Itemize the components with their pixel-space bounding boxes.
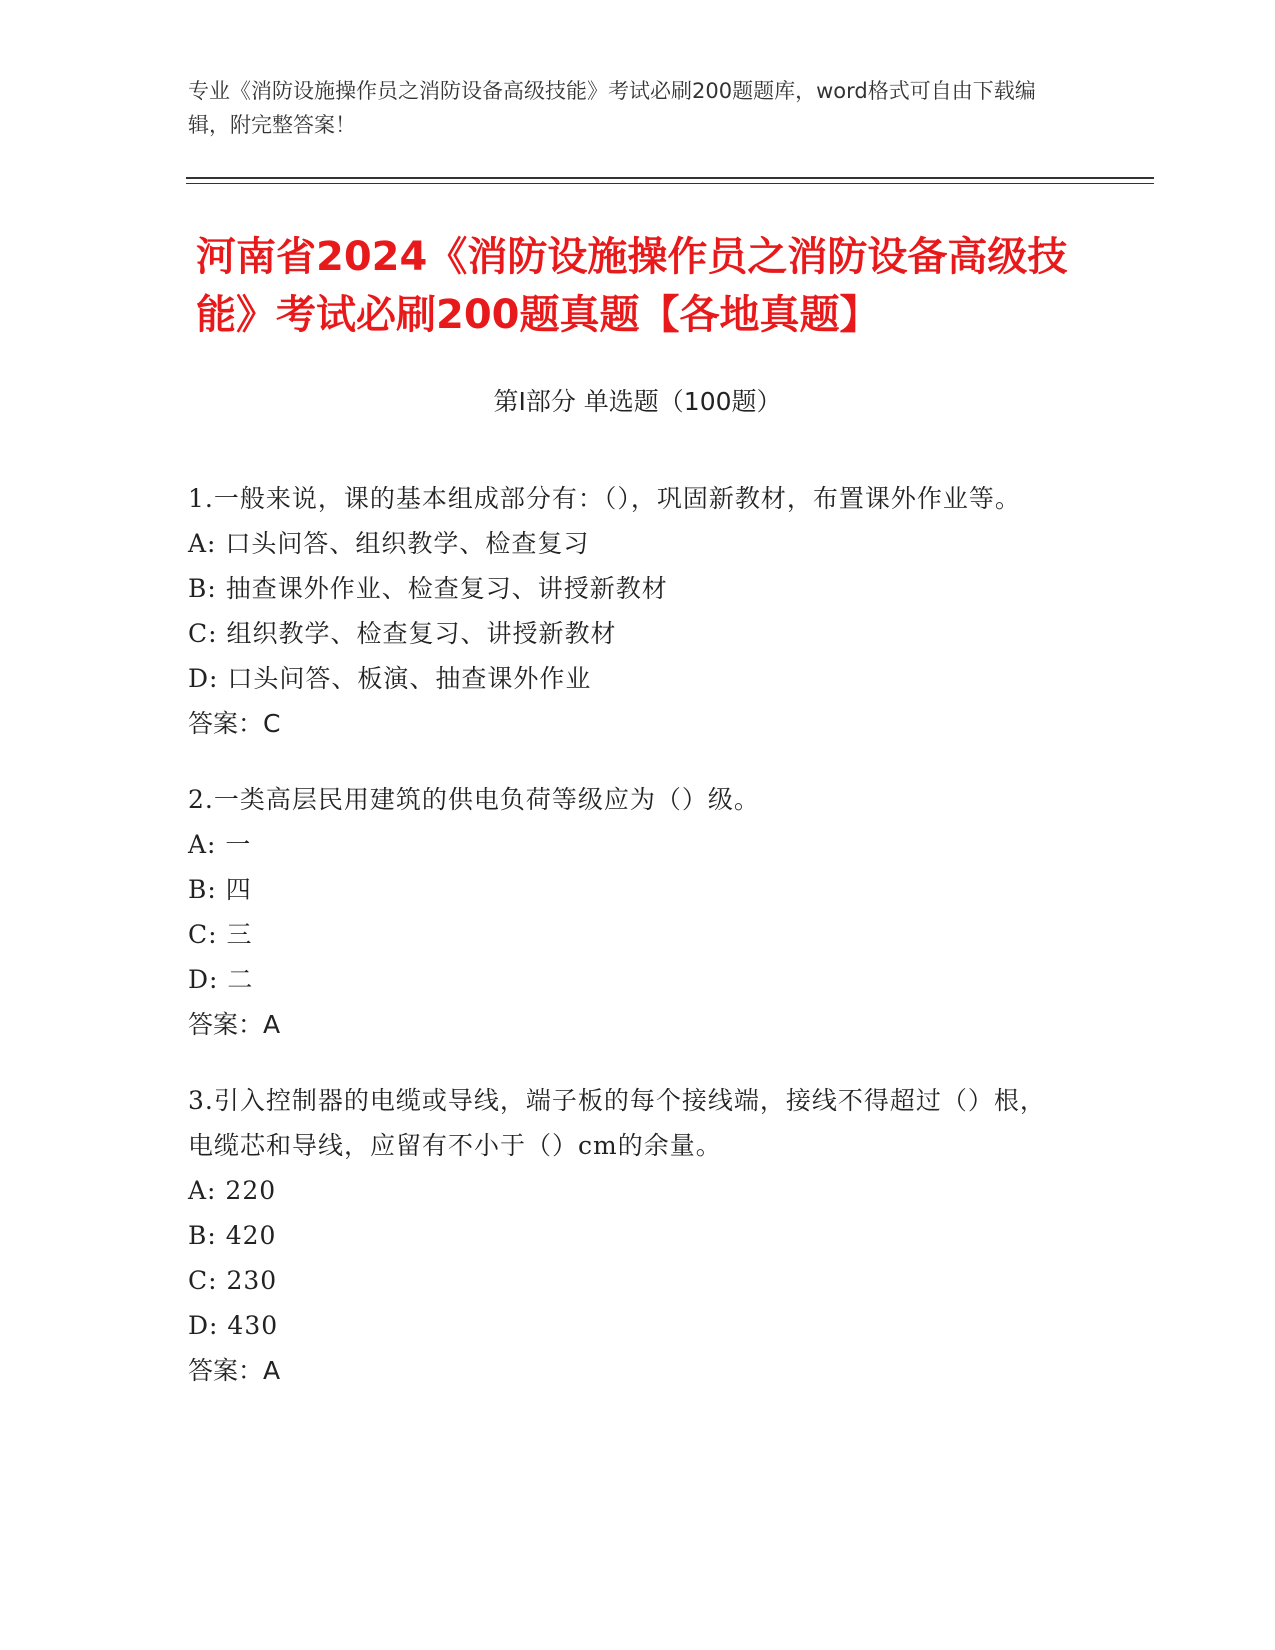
header-divider-thin bbox=[186, 183, 1154, 184]
option-a: A: 口头问答、组织教学、检查复习 bbox=[188, 529, 590, 558]
document-title: 河南省2024《消防设施操作员之消防设备高级技能》考试必刷200题真题【各地真题】 bbox=[196, 234, 1068, 338]
section-title: 第I部分 单选题（100题） bbox=[493, 387, 782, 416]
option-b: B: 抽查课外作业、检查复习、讲授新教材 bbox=[188, 574, 668, 603]
option-d: D: 二 bbox=[188, 965, 254, 994]
question-2 bbox=[188, 777, 1068, 1047]
option-d: D: 口头问答、板演、抽查课外作业 bbox=[188, 664, 592, 693]
answer-text: 答案：C bbox=[188, 709, 281, 738]
question-stem: 3.引入控制器的电缆或导线，端子板的每个接线端，接线不得超过（）根，电缆芯和导线，应留有不小于（）cm的余量。 bbox=[188, 1086, 1046, 1160]
option-d: D: 430 bbox=[188, 1311, 279, 1340]
option-b: B: 420 bbox=[188, 1221, 277, 1250]
header-note: 专业《消防设施操作员之消防设备高级技能》考试必刷200题题库，word格式可自由下载编辑，附完整答案！ bbox=[188, 79, 1036, 137]
question-stem: 1.一般来说，课的基本组成部分有：（），巩固新教材，布置课外作业等。 bbox=[188, 484, 1021, 513]
option-b: B: 四 bbox=[188, 875, 252, 904]
option-c: C: 230 bbox=[188, 1266, 278, 1295]
option-a: A: 一 bbox=[188, 830, 252, 859]
header-divider-thick bbox=[186, 177, 1154, 179]
answer-text: 答案：A bbox=[188, 1356, 281, 1385]
option-c: C: 组织教学、检查复习、讲授新教材 bbox=[188, 619, 617, 648]
question-stem: 2.一类高层民用建筑的供电负荷等级应为（）级。 bbox=[188, 785, 760, 814]
answer-text: 答案：A bbox=[188, 1010, 281, 1039]
option-c: C: 三 bbox=[188, 920, 253, 949]
option-a: A: 220 bbox=[188, 1176, 277, 1205]
question-list bbox=[188, 476, 1068, 1424]
question-1 bbox=[188, 476, 1068, 746]
question-3 bbox=[188, 1078, 1068, 1393]
